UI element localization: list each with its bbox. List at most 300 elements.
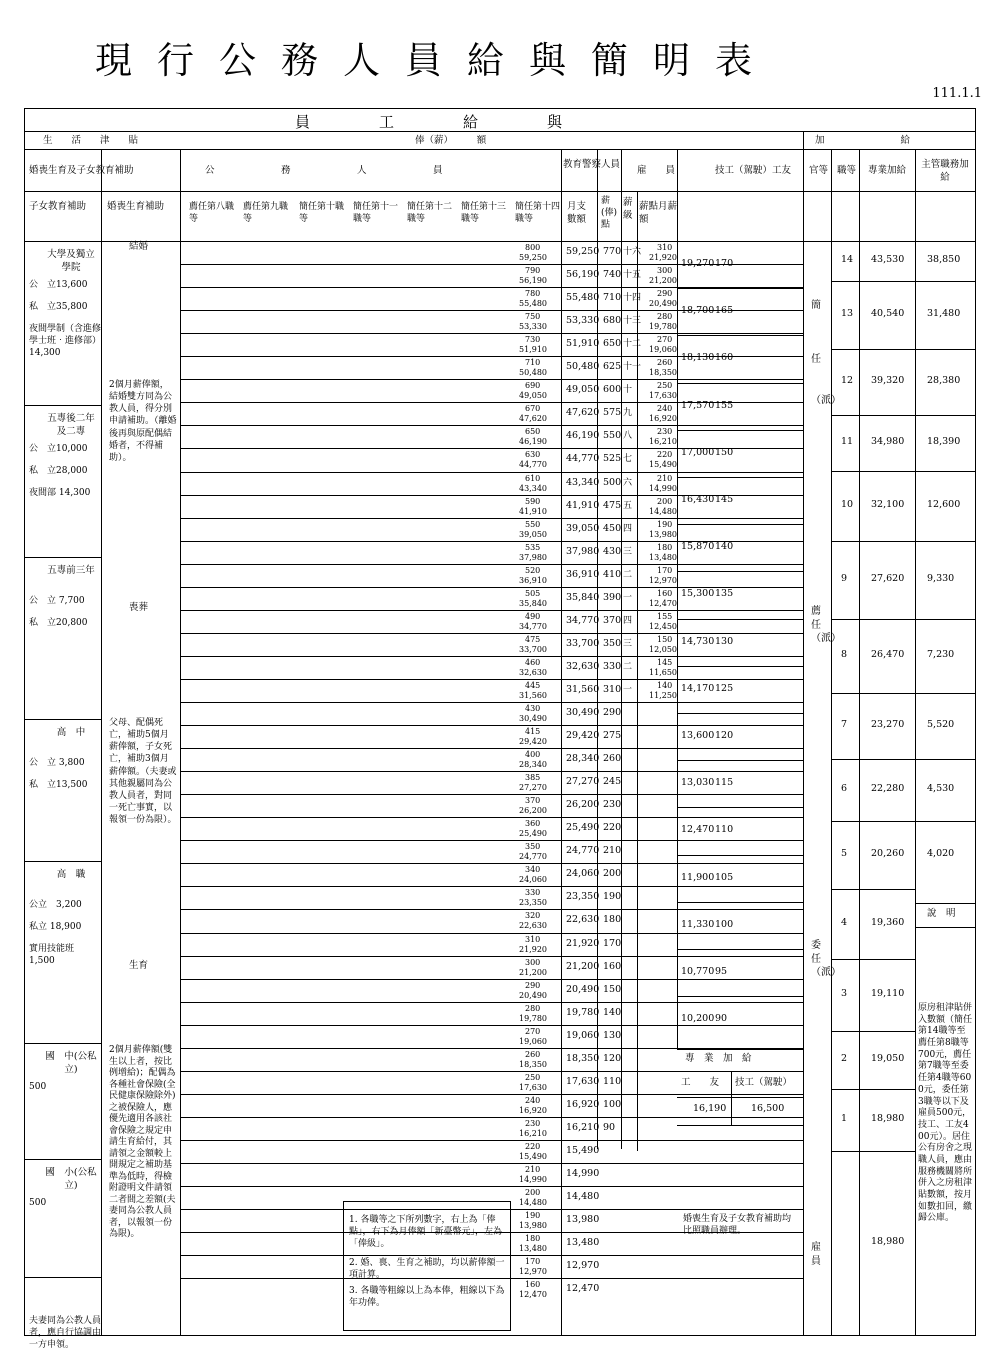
- teacher-point: 275: [603, 730, 622, 742]
- edu-row-line: [25, 1159, 101, 1160]
- salary-point: 630: [525, 450, 541, 460]
- salary-amount: 46,190: [519, 437, 547, 447]
- marriage-text: 2個月薪俸額，結婚雙方同為公教人員，得分別申請補助。（離婚後再與原配偶結婚者，不得補助）。: [109, 380, 177, 463]
- hired-point: 300: [657, 266, 673, 276]
- hired-pay: 12,470: [649, 598, 677, 608]
- worker-amount: 17,000: [681, 446, 715, 458]
- salary-point: 490: [525, 611, 541, 621]
- add-professional: 43,530: [871, 254, 905, 265]
- edu-item: 私 立28,000: [29, 466, 88, 476]
- teacher-point: 550: [603, 430, 622, 442]
- worker-point: 120: [715, 730, 734, 741]
- professional-add-header: 專業加給: [868, 165, 907, 176]
- add-professional: 32,100: [871, 499, 905, 510]
- worker-row-line: [677, 477, 803, 478]
- teacher-pay: 25,490: [566, 822, 600, 834]
- teacher-pay: 28,340: [566, 753, 600, 765]
- salary-point: 340: [525, 865, 541, 875]
- prof-add-driver-val: 16,500: [751, 1103, 785, 1114]
- salary-point: 370: [525, 796, 541, 806]
- salary-point: 800: [525, 243, 541, 252]
- teacher-pay: 14,480: [566, 1191, 600, 1203]
- hired-grade: 十: [623, 385, 633, 396]
- salary-point: 650: [525, 427, 541, 437]
- salary-point: 330: [525, 888, 541, 898]
- birth-label: 生育: [129, 960, 149, 971]
- hired-point: 140: [657, 680, 673, 690]
- worker-point: 130: [715, 635, 734, 647]
- hired-pay: 16,920: [649, 414, 677, 424]
- worker-point: 110: [715, 824, 734, 836]
- teacher-point: 475: [603, 499, 622, 511]
- page-title: 現行公務人員給與簡明表: [95, 39, 777, 82]
- salary-amount: 37,980: [519, 552, 547, 562]
- hired-pay: 20,490: [649, 299, 677, 309]
- salary-point: 180: [525, 1234, 541, 1244]
- edu-item: 私 立20,800: [29, 618, 88, 628]
- worker-row-line: [677, 807, 803, 808]
- grade-header: 簡任第十職等: [299, 202, 345, 225]
- grade-header: 簡任第十一職等: [353, 202, 399, 225]
- teacher-pay: 53,330: [566, 315, 600, 327]
- teacher-point: 260: [603, 753, 622, 765]
- edu-item: 公 立10,000: [29, 444, 88, 454]
- hired-pay: 14,990: [649, 483, 677, 493]
- hired-grade: 一: [623, 592, 633, 603]
- teacher-pay: 13,980: [566, 1214, 600, 1226]
- worker-point: 170: [715, 258, 734, 269]
- teacher-pay: 15,490: [566, 1144, 600, 1156]
- salary-amount: 50,480: [519, 368, 547, 378]
- hired-pay: 12,450: [649, 621, 677, 631]
- teacher-pay: 35,840: [566, 591, 600, 603]
- salary-point: 200: [525, 1188, 541, 1198]
- salary-header: 俸（薪） 額: [415, 135, 487, 146]
- salary-amount: 15,490: [519, 1151, 547, 1161]
- teacher-point: 220: [603, 822, 622, 834]
- salary-amount: 19,780: [519, 1013, 547, 1023]
- worker-point: 160: [715, 352, 734, 364]
- salary-amount: 47,620: [519, 414, 547, 424]
- explain-title: 說 明: [927, 908, 956, 919]
- prof-add-driver: 技工（駕駛）: [735, 1077, 793, 1088]
- add-grade: 6: [841, 783, 848, 794]
- prof-add-title: 專 業 加 給: [685, 1053, 752, 1064]
- add-grade: 1: [841, 1113, 848, 1124]
- add-supervisor: 4,020: [927, 848, 955, 859]
- worker-amount: 10,770: [681, 966, 715, 977]
- salary-amount: 24,770: [519, 852, 547, 862]
- teacher-point: 160: [603, 960, 622, 972]
- edu-row-line: [25, 557, 101, 558]
- add-row-line: [831, 1031, 915, 1032]
- worker-amount: 13,030: [681, 777, 715, 789]
- salary-amount: 49,050: [519, 391, 547, 401]
- salary-point: 430: [525, 704, 541, 713]
- add-grade: 3: [841, 988, 848, 999]
- hired-point: 170: [657, 565, 673, 575]
- add-supervisor: 5,520: [927, 719, 955, 730]
- teacher-pay: 26,200: [566, 799, 600, 811]
- hired-grade: 三: [623, 546, 633, 557]
- teacher-pay: 43,340: [566, 476, 600, 488]
- worker-point: 140: [715, 541, 734, 553]
- worker-amount: 19,270: [681, 258, 715, 269]
- salary-point: 590: [525, 496, 541, 506]
- hired-grade: 十五: [623, 270, 642, 281]
- teacher-pay: 12,470: [566, 1283, 600, 1295]
- add-professional: 19,110: [871, 988, 905, 999]
- add-grade: 11: [841, 436, 854, 447]
- hired-point: 145: [657, 657, 673, 667]
- salary-amount: 13,480: [519, 1244, 547, 1254]
- grade-header: 薦任第八職等: [189, 202, 235, 225]
- hired-grade: 十六: [623, 247, 642, 257]
- teacher-pay: 21,200: [566, 960, 600, 972]
- pay-table: [24, 108, 976, 1351]
- salary-point: 385: [525, 773, 541, 783]
- teacher-pay: 29,420: [566, 730, 600, 742]
- worker-row-line: [677, 666, 803, 667]
- salary-point: 505: [525, 588, 541, 598]
- add-row-line: [831, 693, 975, 694]
- worker-point: 105: [715, 871, 734, 883]
- salary-amount: 30,490: [519, 714, 547, 723]
- hired-grade: 三: [623, 638, 633, 649]
- hired-grade: 七: [623, 454, 633, 465]
- row-line: [180, 863, 803, 864]
- teacher-pay: 39,050: [566, 522, 600, 534]
- hired-pay: 19,780: [649, 322, 677, 332]
- teacher-pay: 18,350: [566, 1052, 600, 1064]
- row-line: [180, 909, 803, 910]
- teacher-pay: 31,560: [566, 683, 600, 695]
- add-supervisor: 7,230: [927, 649, 955, 660]
- salary-amount: 28,340: [519, 760, 547, 770]
- teacher-pay: 17,630: [566, 1075, 600, 1087]
- salary-point: 550: [525, 519, 541, 529]
- teacher-pay: 20,490: [566, 983, 600, 995]
- teacher-point: 410: [603, 568, 622, 580]
- hired-point: 155: [657, 611, 673, 621]
- edu-item: 實用技能班 1,500: [29, 944, 75, 967]
- teacher-pay: 47,620: [566, 407, 600, 419]
- add-professional: 34,980: [871, 436, 905, 447]
- salary-amount: 31,560: [519, 690, 547, 700]
- hired-grade: 六: [623, 477, 633, 488]
- birth-text: 2個月薪俸額(雙生以上者，按比例增給)；配偶為各種社會保險(全民健康保險除外)之被保險人，應優先適用各該社會保險之規定申請生育給付，其請領之金額較上開規定之補助基準為低時，得檢附證明文件請領二者間之差額(夫妻同為公教人員者，以報領一份為限)。: [109, 1045, 176, 1240]
- row-line: [180, 840, 803, 841]
- teacher-pay: 32,630: [566, 660, 600, 672]
- salary-amount: 32,630: [519, 667, 547, 677]
- rank-hired: 雇員: [811, 1242, 821, 1267]
- worker-amount: 15,870: [681, 541, 715, 553]
- teacher-pay: 14,990: [566, 1168, 600, 1179]
- hired-point: 310: [657, 243, 673, 252]
- add-row-line: [831, 471, 975, 472]
- edu-level: 五專前三年: [47, 565, 95, 576]
- worker-header: 技工（駕駛）工友: [715, 165, 792, 176]
- marriage-label: 結婚: [129, 241, 149, 252]
- teacher-pay: 59,250: [566, 246, 600, 257]
- edu-item: 500: [29, 1198, 47, 1208]
- worker-point: 90: [715, 1013, 728, 1025]
- hired-point: 220: [657, 450, 673, 460]
- row-line: [180, 610, 803, 611]
- add-supervisor: 4,530: [927, 783, 955, 794]
- row-line: [180, 817, 803, 818]
- salary-point: 710: [525, 358, 541, 368]
- salary-amount: 53,330: [519, 322, 547, 332]
- edu-item: 私 立13,500: [29, 780, 88, 790]
- teacher-point: 650: [603, 338, 622, 350]
- edu-level: 國 小(公私立): [45, 1167, 97, 1191]
- edu-level: 國 中(公私立): [45, 1051, 97, 1075]
- salary-point-monthly-header: 薪點月薪額: [639, 201, 678, 225]
- edu-item: 公立 3,200: [29, 900, 82, 910]
- explain-text: 原房租津貼併入數額（簡任第14職等至薦任第8職等700元，薦任第7職等至委任第4職等600元，委任第3職等以下及雇員500元，技工、工友400元）。居住公有房舍之現職人員，應由服務機關將所併入之房租津貼數額，按月如數扣回，繳歸公庫。: [918, 1003, 973, 1224]
- worker-row-line: [677, 288, 803, 289]
- salary-point: 220: [525, 1141, 541, 1151]
- row-line: [180, 725, 803, 726]
- row-line: [180, 702, 803, 703]
- add-row-line: [831, 541, 975, 542]
- add-professional: 19,360: [871, 917, 905, 928]
- worker-point: 135: [715, 588, 734, 600]
- teacher-point: 770: [603, 246, 622, 257]
- child-edu-header: 子女教育補助: [29, 201, 87, 212]
- salary-amount: 27,270: [519, 783, 547, 793]
- salary-amount: 22,630: [519, 921, 547, 931]
- worker-point: 150: [715, 446, 734, 458]
- salary-point: 400: [525, 750, 541, 760]
- hired-header: 雇 員: [637, 165, 676, 176]
- salary-point: 475: [525, 634, 541, 644]
- worker-row-line: [677, 383, 803, 384]
- hired-point: 210: [657, 473, 673, 483]
- edu-item: 公 立 7,700: [29, 596, 85, 606]
- row-line: [180, 1117, 803, 1118]
- add-grade: 14: [841, 254, 854, 265]
- salary-amount: 33,700: [519, 644, 547, 654]
- row-line: [180, 333, 803, 334]
- salary-amount: 24,060: [519, 875, 547, 885]
- add-supervisor: 18,390: [927, 436, 961, 447]
- salary-point: 690: [525, 381, 541, 391]
- salary-point: 210: [525, 1165, 541, 1174]
- monthly-pay-header: 月支數額: [567, 201, 587, 225]
- add-row-line: [831, 759, 975, 760]
- add-professional: 40,540: [871, 308, 905, 319]
- edu-level: 大學及獨立學院: [47, 249, 95, 273]
- row-line: [180, 1140, 803, 1141]
- marriage-funeral-birth-header: 婚喪生育補助: [107, 201, 165, 212]
- edu-level: 高 職: [56, 869, 86, 880]
- worker-row-line: [677, 571, 803, 572]
- hired-pay: 11,650: [649, 667, 677, 677]
- row-line: [180, 679, 803, 680]
- worker-row-line: [677, 949, 803, 950]
- add-grade: 9: [841, 573, 848, 584]
- hired-grade: 十二: [623, 339, 642, 350]
- salary-amount: 43,340: [519, 483, 547, 493]
- edu-item: 公 立13,600: [29, 280, 88, 290]
- row-line: [180, 656, 803, 657]
- hired-grade: 十三: [623, 316, 642, 327]
- teacher-point: 200: [603, 868, 622, 880]
- salary-amount: 59,250: [519, 253, 547, 262]
- salary-point: 160: [525, 1280, 541, 1290]
- row-line: [180, 979, 803, 980]
- worker-row-line: [677, 855, 803, 856]
- add-supervisor: 28,380: [927, 375, 961, 386]
- row-line: [180, 886, 803, 887]
- note-1: 1. 各職等之下所列數字，右上為「俸點」，右下為月俸額「新臺幣元」，左為「俸級」。: [349, 1215, 503, 1250]
- edu-item: 公 立 3,800: [29, 758, 85, 768]
- add-grade: 13: [841, 308, 854, 319]
- worker-amount: 14,170: [681, 682, 715, 694]
- civil-servant-header: 公 務 人 員: [205, 165, 443, 176]
- add-row-line: [831, 349, 975, 350]
- teacher-pay: 51,910: [566, 338, 600, 350]
- hired-point: 160: [657, 588, 673, 598]
- grade-header: 薦任第九職等: [243, 202, 289, 225]
- hired-pay: 19,060: [649, 345, 677, 355]
- edu-row-line: [25, 719, 101, 720]
- teacher-point: 430: [603, 545, 622, 557]
- hired-grade: 四: [623, 523, 633, 534]
- salary-amount: 14,480: [519, 1198, 547, 1208]
- hired-pay: 17,630: [649, 391, 677, 401]
- hired-pay: 13,480: [649, 552, 677, 562]
- add-professional: 26,470: [871, 649, 905, 660]
- salary-amount: 36,910: [519, 575, 547, 585]
- hired-point: 250: [657, 381, 673, 391]
- salary-amount: 18,350: [519, 1059, 547, 1069]
- hired-pay: 11,250: [649, 690, 677, 700]
- add-grade: 4: [841, 917, 848, 928]
- hired-point: 270: [657, 335, 673, 345]
- row-line: [180, 748, 803, 749]
- teacher-point: 600: [603, 384, 622, 396]
- teacher-pay: 44,770: [566, 453, 600, 465]
- edu-row-line: [25, 1277, 101, 1278]
- teacher-pay: 19,780: [566, 1006, 600, 1018]
- teacher-point: 330: [603, 660, 622, 672]
- salary-amount: 26,200: [519, 806, 547, 816]
- rank-jian: 簡 任 （派）: [811, 300, 841, 406]
- row-line: [180, 472, 803, 473]
- salary-amount: 21,200: [519, 967, 547, 977]
- add-professional: 22,280: [871, 783, 905, 794]
- hired-pay: 12,970: [649, 575, 677, 585]
- note-2: 2. 婚、喪、生育之補助，均以薪俸額一項計算。: [349, 1258, 505, 1281]
- salary-amount: 35,840: [519, 598, 547, 608]
- teacher-pay: 55,480: [566, 292, 600, 304]
- worker-amount: 12,470: [681, 824, 715, 836]
- row-line: [180, 564, 803, 565]
- worker-amount: 13,600: [681, 730, 715, 741]
- hired-pay: 21,920: [649, 253, 677, 262]
- teacher-point: 310: [603, 683, 622, 695]
- teacher-point: 120: [603, 1052, 622, 1064]
- worker-amount: 10,200: [681, 1013, 715, 1025]
- hired-pay: 13,980: [649, 529, 677, 539]
- teacher-point: 150: [603, 983, 622, 995]
- salary-point: 280: [525, 1003, 541, 1013]
- hired-point: 190: [657, 519, 673, 529]
- hired-point: 180: [657, 542, 673, 552]
- edu-item: 私 立35,800: [29, 302, 88, 312]
- add-pay-header: 加 給: [815, 135, 911, 146]
- teacher-point: 245: [603, 776, 622, 788]
- row-line: [180, 633, 803, 634]
- prof-add-worker-val: 16,190: [693, 1103, 727, 1114]
- salary-amount: 13,980: [519, 1221, 547, 1231]
- hired-point: 150: [657, 634, 673, 644]
- teacher-point: 230: [603, 799, 622, 811]
- teacher-point: 140: [603, 1006, 622, 1018]
- salary-point: 445: [525, 680, 541, 690]
- teacher-point: 130: [603, 1029, 622, 1041]
- salary-point-header: 薪(俸)點: [601, 196, 618, 231]
- worker-amount: 17,570: [681, 399, 715, 411]
- salary-point: 290: [525, 980, 541, 990]
- salary-amount: 14,990: [519, 1175, 547, 1184]
- worker-row-line: [677, 241, 803, 242]
- teacher-point: 625: [603, 361, 622, 373]
- teacher-point: 390: [603, 591, 622, 603]
- row-line: [180, 425, 803, 426]
- teacher-pay: 41,910: [566, 499, 600, 511]
- funeral-text: 父母、配偶死亡，補助5個月薪俸額，子女死亡，補助3個月薪俸額。（夫妻或其他親屬同為公教人員者，對同一死亡事實，以報領一份為限）。: [109, 718, 177, 826]
- edu-row-line: [25, 861, 101, 862]
- hired-pay: 14,480: [649, 506, 677, 516]
- add-row-line: [831, 415, 975, 416]
- add-row-line: [831, 619, 975, 620]
- salary-point: 780: [525, 289, 541, 299]
- hired-pay: 16,210: [649, 437, 677, 447]
- salary-point: 730: [525, 335, 541, 345]
- edu-item: 夜間部 14,300: [29, 488, 91, 498]
- salary-amount: 44,770: [519, 460, 547, 470]
- worker-point: 125: [715, 682, 734, 694]
- teacher-pay: 27,270: [566, 776, 600, 788]
- edu-row-line: [25, 405, 101, 406]
- prof-add-worker: 工 友: [681, 1077, 720, 1088]
- row-line: [180, 956, 803, 957]
- teacher-point: 180: [603, 914, 622, 926]
- worker-point: 100: [715, 918, 734, 930]
- worker-amount: 11,330: [681, 918, 715, 930]
- add-professional: 23,270: [871, 719, 905, 730]
- salary-amount: 23,350: [519, 898, 547, 908]
- row-line: [180, 1002, 803, 1003]
- salary-point: 240: [525, 1095, 541, 1105]
- add-grade: 12: [841, 375, 854, 386]
- hired-point: 260: [657, 358, 673, 368]
- teacher-pay: 30,490: [566, 707, 600, 718]
- worker-row-line: [677, 619, 803, 620]
- add-grade: 2: [841, 1053, 848, 1064]
- edu-row-line: [25, 241, 101, 242]
- hired-pay: 15,490: [649, 460, 677, 470]
- salary-amount: 55,480: [519, 299, 547, 309]
- hired-grade: 二: [623, 661, 633, 672]
- teacher-point: 350: [603, 637, 622, 649]
- teacher-pay: 37,980: [566, 545, 600, 557]
- worker-amount: 14,730: [681, 635, 715, 647]
